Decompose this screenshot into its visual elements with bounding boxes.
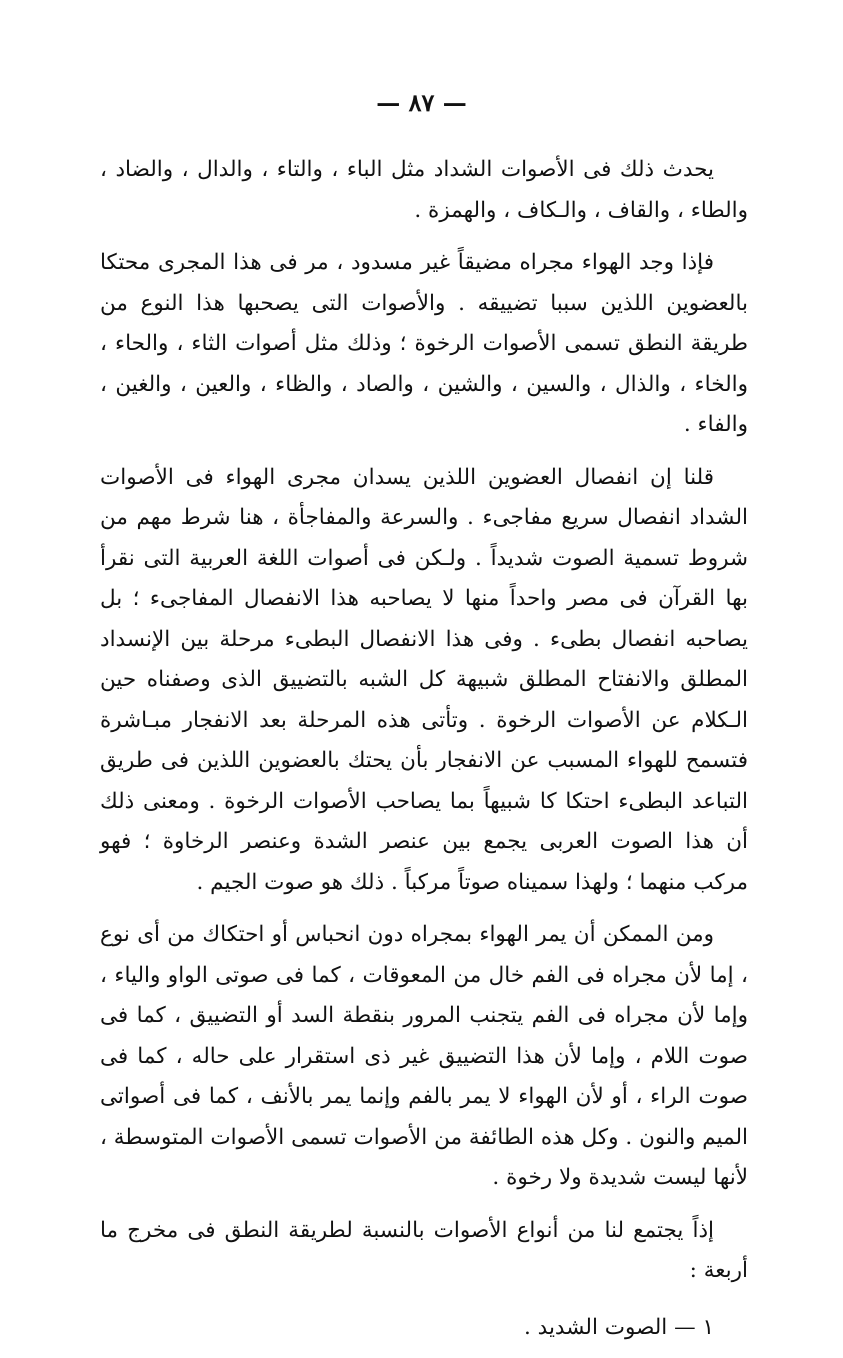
paragraph-summary-intro: إذاً يجتمع لنا من أنواع الأصوات بالنسبة لطريقة النطق فى مخرج ما أربعة : [100, 1217, 748, 1283]
paragraph-intermediate-sounds: ومن الممكن أن يمر الهواء بمجراه دون انحباس أو احتكاك من أى نوع ، إما لأن مجراه فى الفم خال من المعوقات ، كما فى صوتى الواو والياء ، وإما لأن مجراه فى الفم يتجنب المرور بنقطة السد أو التضييق ، كما فى صوت اللام ، وإما لأن هذا التضييق غير ذى استقرار على حاله ، كما فى صوت الراء ، أو لأن الهواء لا يمر بالفم وإنما يمر بالأنف ، كما فى أصواتى الميم والنون . وكل هذه الطائفة من الأصوات تسمى الأصوات المتوسطة ، لأنها ليست شديدة ولا رخوة . [100, 922, 748, 1190]
page-body [100, 150, 748, 1348]
paragraph-stop-consonants: يحدث ذلك فى الأصوات الشداد مثل الباء ، والتاء ، والدال ، والضاد ، والطاء ، والقاف ، والـكاف ، والهمزة . [100, 157, 748, 223]
page-number: — ٨٧ — [376, 88, 467, 117]
paragraph-fricative-consonants: فإذا وجد الهواء مجراه مضيقاً غير مسدود ، مر فى هذا المجرى محتكا بالعضوين اللذين سببا تضييقه . والأصوات التى يصحبها هذا النوع من طريقة النطق تسمى الأصوات الرخوة ؛ وذلك مثل أصوات الثاء ، والحاء ، والخاء ، والذال ، والسين ، والشين ، والصاد ، والظاء ، والعين ، والغين ، والفاء . [100, 250, 748, 437]
list-item-stop-sound: ١ — الصوت الشديد . [523, 1314, 714, 1340]
paragraph-affricate-jim: قلنا إن انفصال العضوين اللذين يسدان مجرى الهواء فى الأصوات الشداد انفصال سريع مفاجىء . والسرعة والمفاجأة ، هنا شرط مهم من شروط تسمية الصوت شديداً . ولـكن فى أصوات اللغة العربية التى نقرأ بها القرآن فى مصر واحداً منها لا يصاحبه هذا الانفصال المفاجىء ؛ بل يصاحبه انفصال بطىء . وفى هذا الانفصال البطىء مرحلة بين الإنسداد المطلق والانفتاح المطلق شبيهة كل الشبه بالتضييق الذى وصفناه حين الـكلام عن الأصوات الرخوة . وتأتى هذه المرحلة بعد الانفجار مبـاشرة فتسمح للهواء المسبب عن الانفجار بأن يحتك بالعضوين اللذين فى طريق التباعد البطىء احتكا كا شبيهاً بما يصاحب الأصوات الرخوة . ومعنى ذلك أن هذا الصوت العربى يجمع بين عنصر الشدة وعنصر الرخاوة ؛ فهو مركب منهما ؛ ولهذا سميناه صوتاً مركباً . ذلك هو صوت الجيم . [100, 464, 748, 895]
